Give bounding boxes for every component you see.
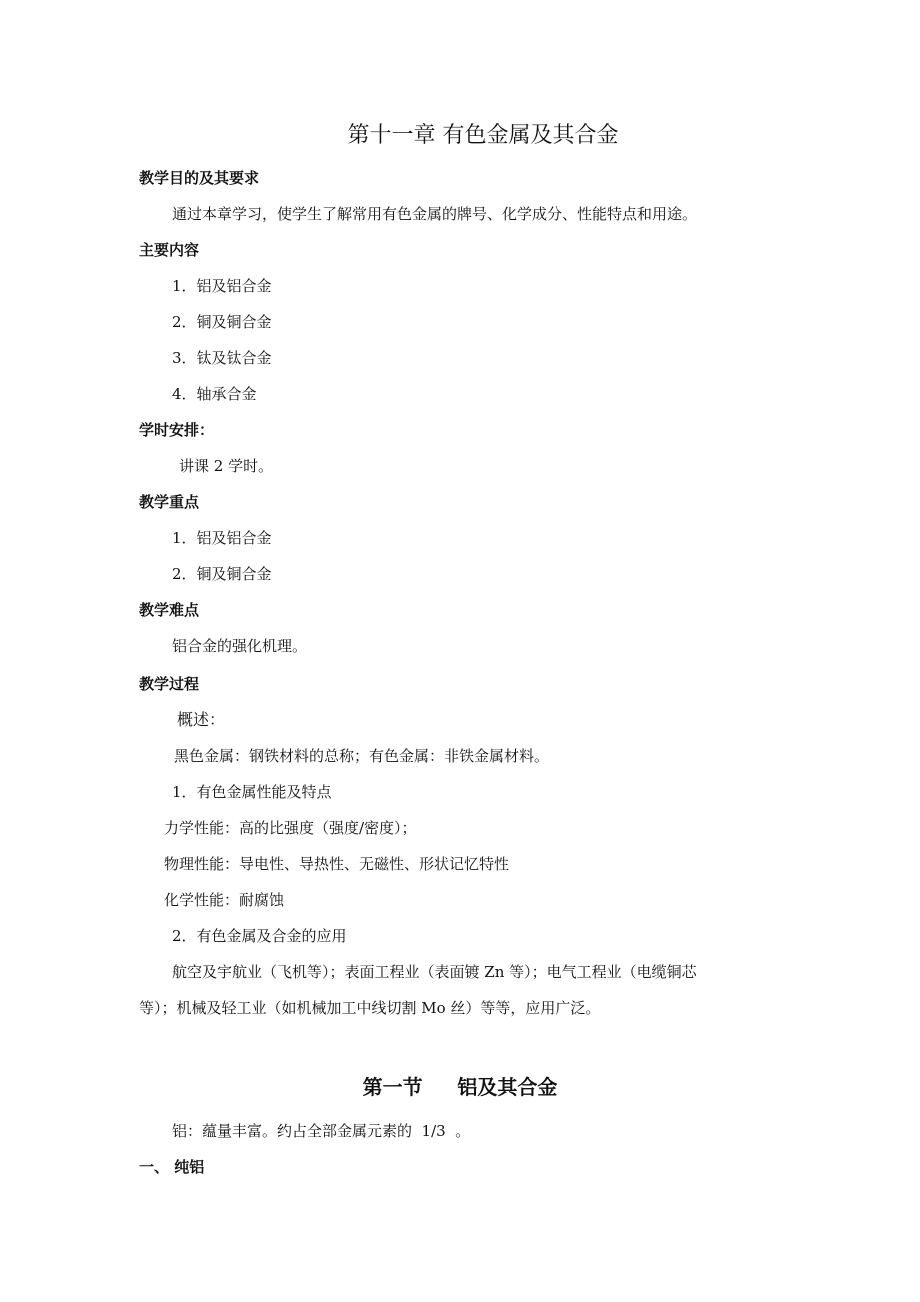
key-points-heading: 教学重点 bbox=[139, 493, 200, 511]
key-points-item: 1．铝及铝合金 bbox=[172, 529, 272, 547]
section-title: 第一节 铝及其合金 bbox=[362, 1075, 558, 1099]
difficulties-text: 铝合金的强化机理。 bbox=[172, 637, 308, 655]
schedule-heading: 学时安排： bbox=[139, 421, 215, 439]
main-content-item: 2．铜及铜合金 bbox=[172, 313, 272, 331]
main-content-heading: 主要内容 bbox=[139, 241, 200, 259]
main-content-item: 1．铝及铝合金 bbox=[172, 277, 272, 295]
process-overview: 概述： bbox=[177, 710, 226, 729]
process-definition: 黑色金属：钢铁材料的总称；有色金属：非铁金属材料。 bbox=[174, 747, 550, 765]
chapter-title: 第十一章 有色金属及其合金 bbox=[347, 123, 619, 148]
objectives-heading: 教学目的及其要求 bbox=[139, 169, 260, 187]
process-chemical: 化学性能：耐腐蚀 bbox=[164, 891, 285, 909]
process-application-line-2: 等）；机械及轻工业（如机械加工中线切割 Mo 丝）等等，应用广泛。 bbox=[139, 999, 601, 1017]
schedule-text: 讲课 2 学时。 bbox=[179, 457, 274, 475]
main-content-item: 4．轴承合金 bbox=[172, 385, 257, 403]
process-item-2: 2．有色金属及合金的应用 bbox=[172, 927, 347, 945]
key-points-item: 2．铜及铜合金 bbox=[172, 565, 272, 583]
objectives-text: 通过本章学习，使学生了解常用有色金属的牌号、化学成分、性能特点和用途。 bbox=[172, 205, 698, 223]
process-item-1: 1．有色金属性能及特点 bbox=[172, 783, 332, 801]
process-physical: 物理性能：导电性、导热性、无磁性、形状记忆特性 bbox=[164, 855, 510, 873]
section-subheading: 一、 纯铝 bbox=[139, 1158, 205, 1176]
process-application-line-1: 航空及宇航业（飞机等）；表面工程业（表面镀 Zn 等）；电气工程业（电缆铜芯 bbox=[172, 963, 697, 981]
section-intro: 铝：蕴量丰富。约占全部金属元素的 1/3 。 bbox=[172, 1122, 471, 1140]
process-mechanical: 力学性能：高的比强度（强度/密度）； bbox=[164, 819, 417, 837]
main-content-item: 3．钛及钛合金 bbox=[172, 349, 272, 367]
process-heading: 教学过程 bbox=[139, 675, 200, 693]
difficulties-heading: 教学难点 bbox=[139, 601, 200, 619]
